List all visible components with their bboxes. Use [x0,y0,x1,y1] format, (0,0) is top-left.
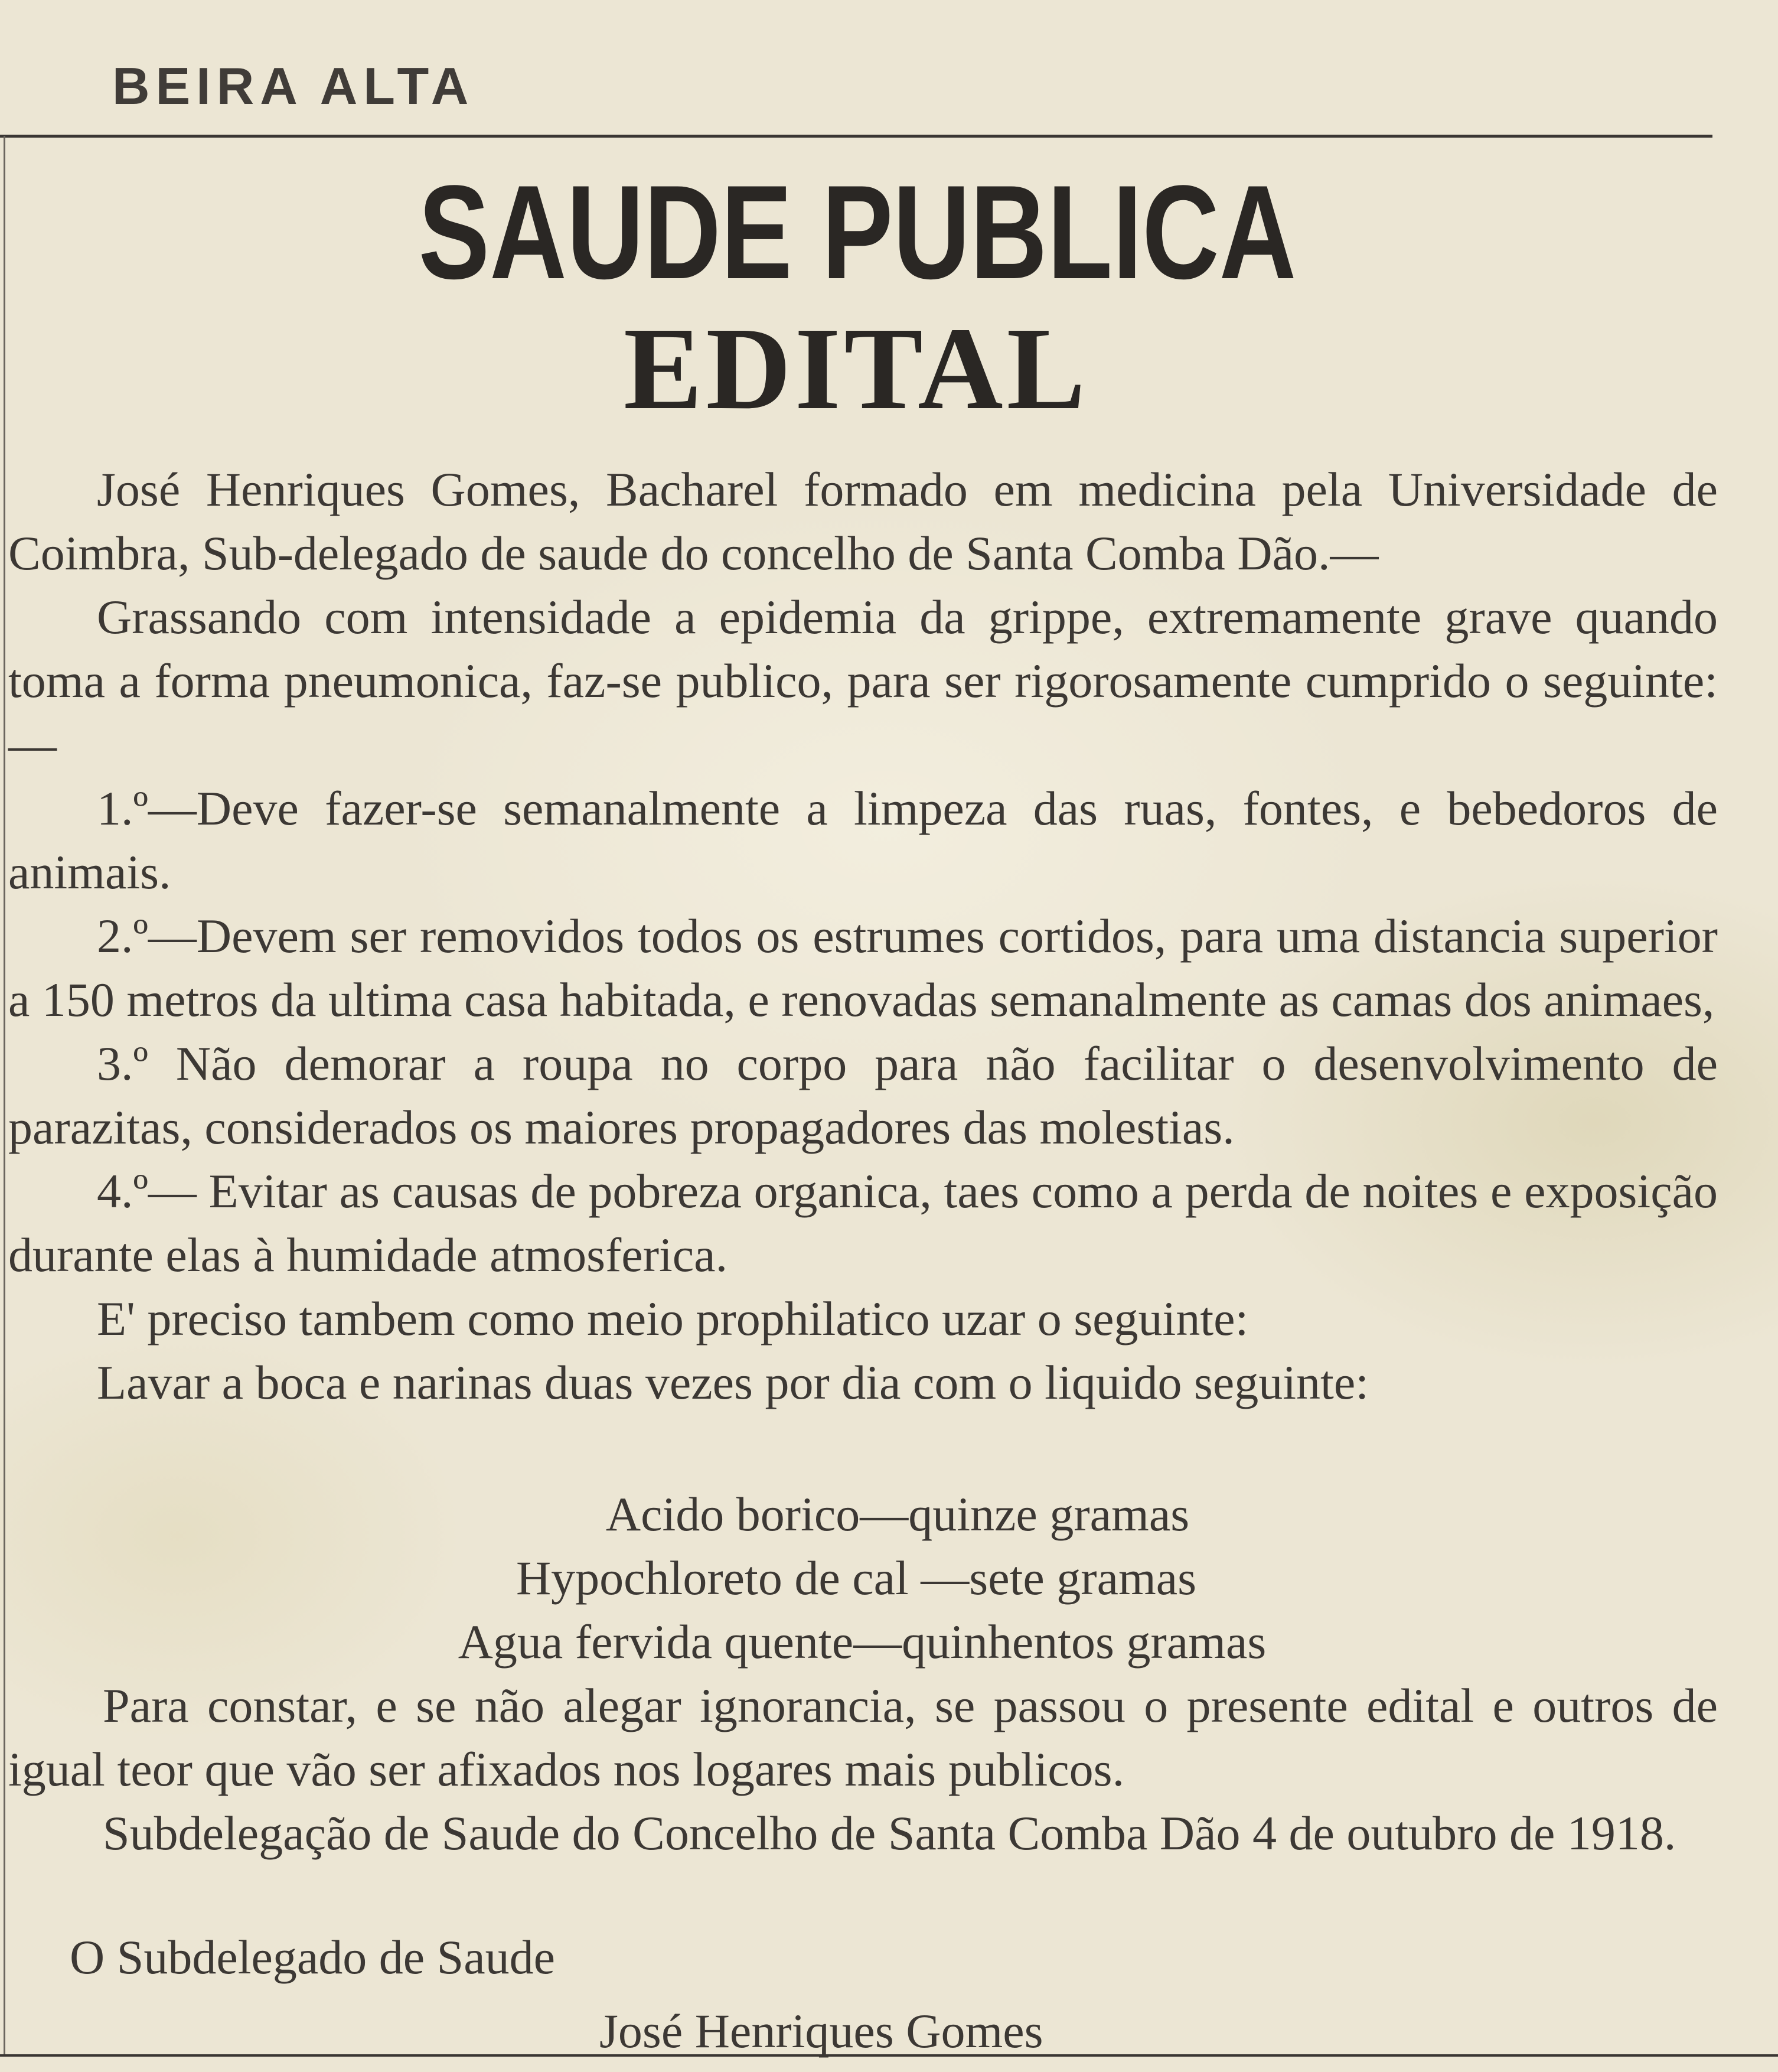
bottom-rule [0,2054,1778,2057]
paragraph-item-3: 3.º Não demorar a roupa no corpo para não facilitar o desenvolvimento de parazitas, considerados os maiores propagadores das molestias. [8,1037,1718,1154]
paragraph-date-place: Subdelegação de Saude do Concelho de Santa Comba Dão 4 de outubro de 1918. [103,1806,1676,1860]
paragraph-item-2: 2.º—Devem ser removidos todos os estrumes cortidos, para uma distancia superior a 150 metros da ultima casa habitada, e renovadas semanalmente as camas dos animaes, [8,909,1718,1027]
headline-subtitle: EDITAL [623,304,1089,434]
paragraph-item-4: 4.º— Evitar as causas de pobreza organica, taes como a perda de noites e exposição durante elas à humidade atmosferica. [8,1164,1718,1282]
paragraph-posting: Para constar, e se não alegar ignorancia, se passou o presente edital e outros de igual teor que vão ser afixados nos logares mais publicos. [8,1679,1718,1796]
edital-closing [8,1674,1718,1865]
signature-name: José Henriques Gomes [599,2004,1043,2058]
paragraph-item-1: 1.º—Deve fazer-se semanalmente a limpeza das ruas, fontes, e bebedoros de animais. [8,781,1718,899]
headline-title: SAUDE PUBLICA [418,157,1297,307]
signature-title: O Subdelegado de Saude [70,1930,556,1984]
paragraph-instructions: Lavar a boca e narinas duas vezes por dia com o liquido seguinte: [97,1356,1369,1409]
paragraph-intro: José Henriques Gomes, Bacharel formado em medicina pela Universidade de Coimbra, Sub-delegado de saude do concelho de Santa Comba Dão.— [8,462,1718,580]
paragraph-epidemic: Grassando com intensidade a epidemia da grippe, extremamente grave quando toma a forma pneumonica, faz-se publico, para ser rigorosamente cumprido o seguinte:— [8,590,1718,771]
paragraph-prophylaxis: E' preciso tambem como meio prophilatico uzar o seguinte: [97,1292,1249,1346]
top-rule [0,135,1712,138]
edital-body [8,458,1718,1415]
recipe-line-hypochlorite: Hypochloreto de cal —sete gramas [516,1551,1197,1605]
publication-header: BEIRA ALTA [112,57,475,115]
recipe-line-boric-acid: Acido borico—quinze gramas [605,1487,1190,1541]
recipe-line-water: Agua fervida quente—quinhentos gramas [458,1615,1267,1669]
